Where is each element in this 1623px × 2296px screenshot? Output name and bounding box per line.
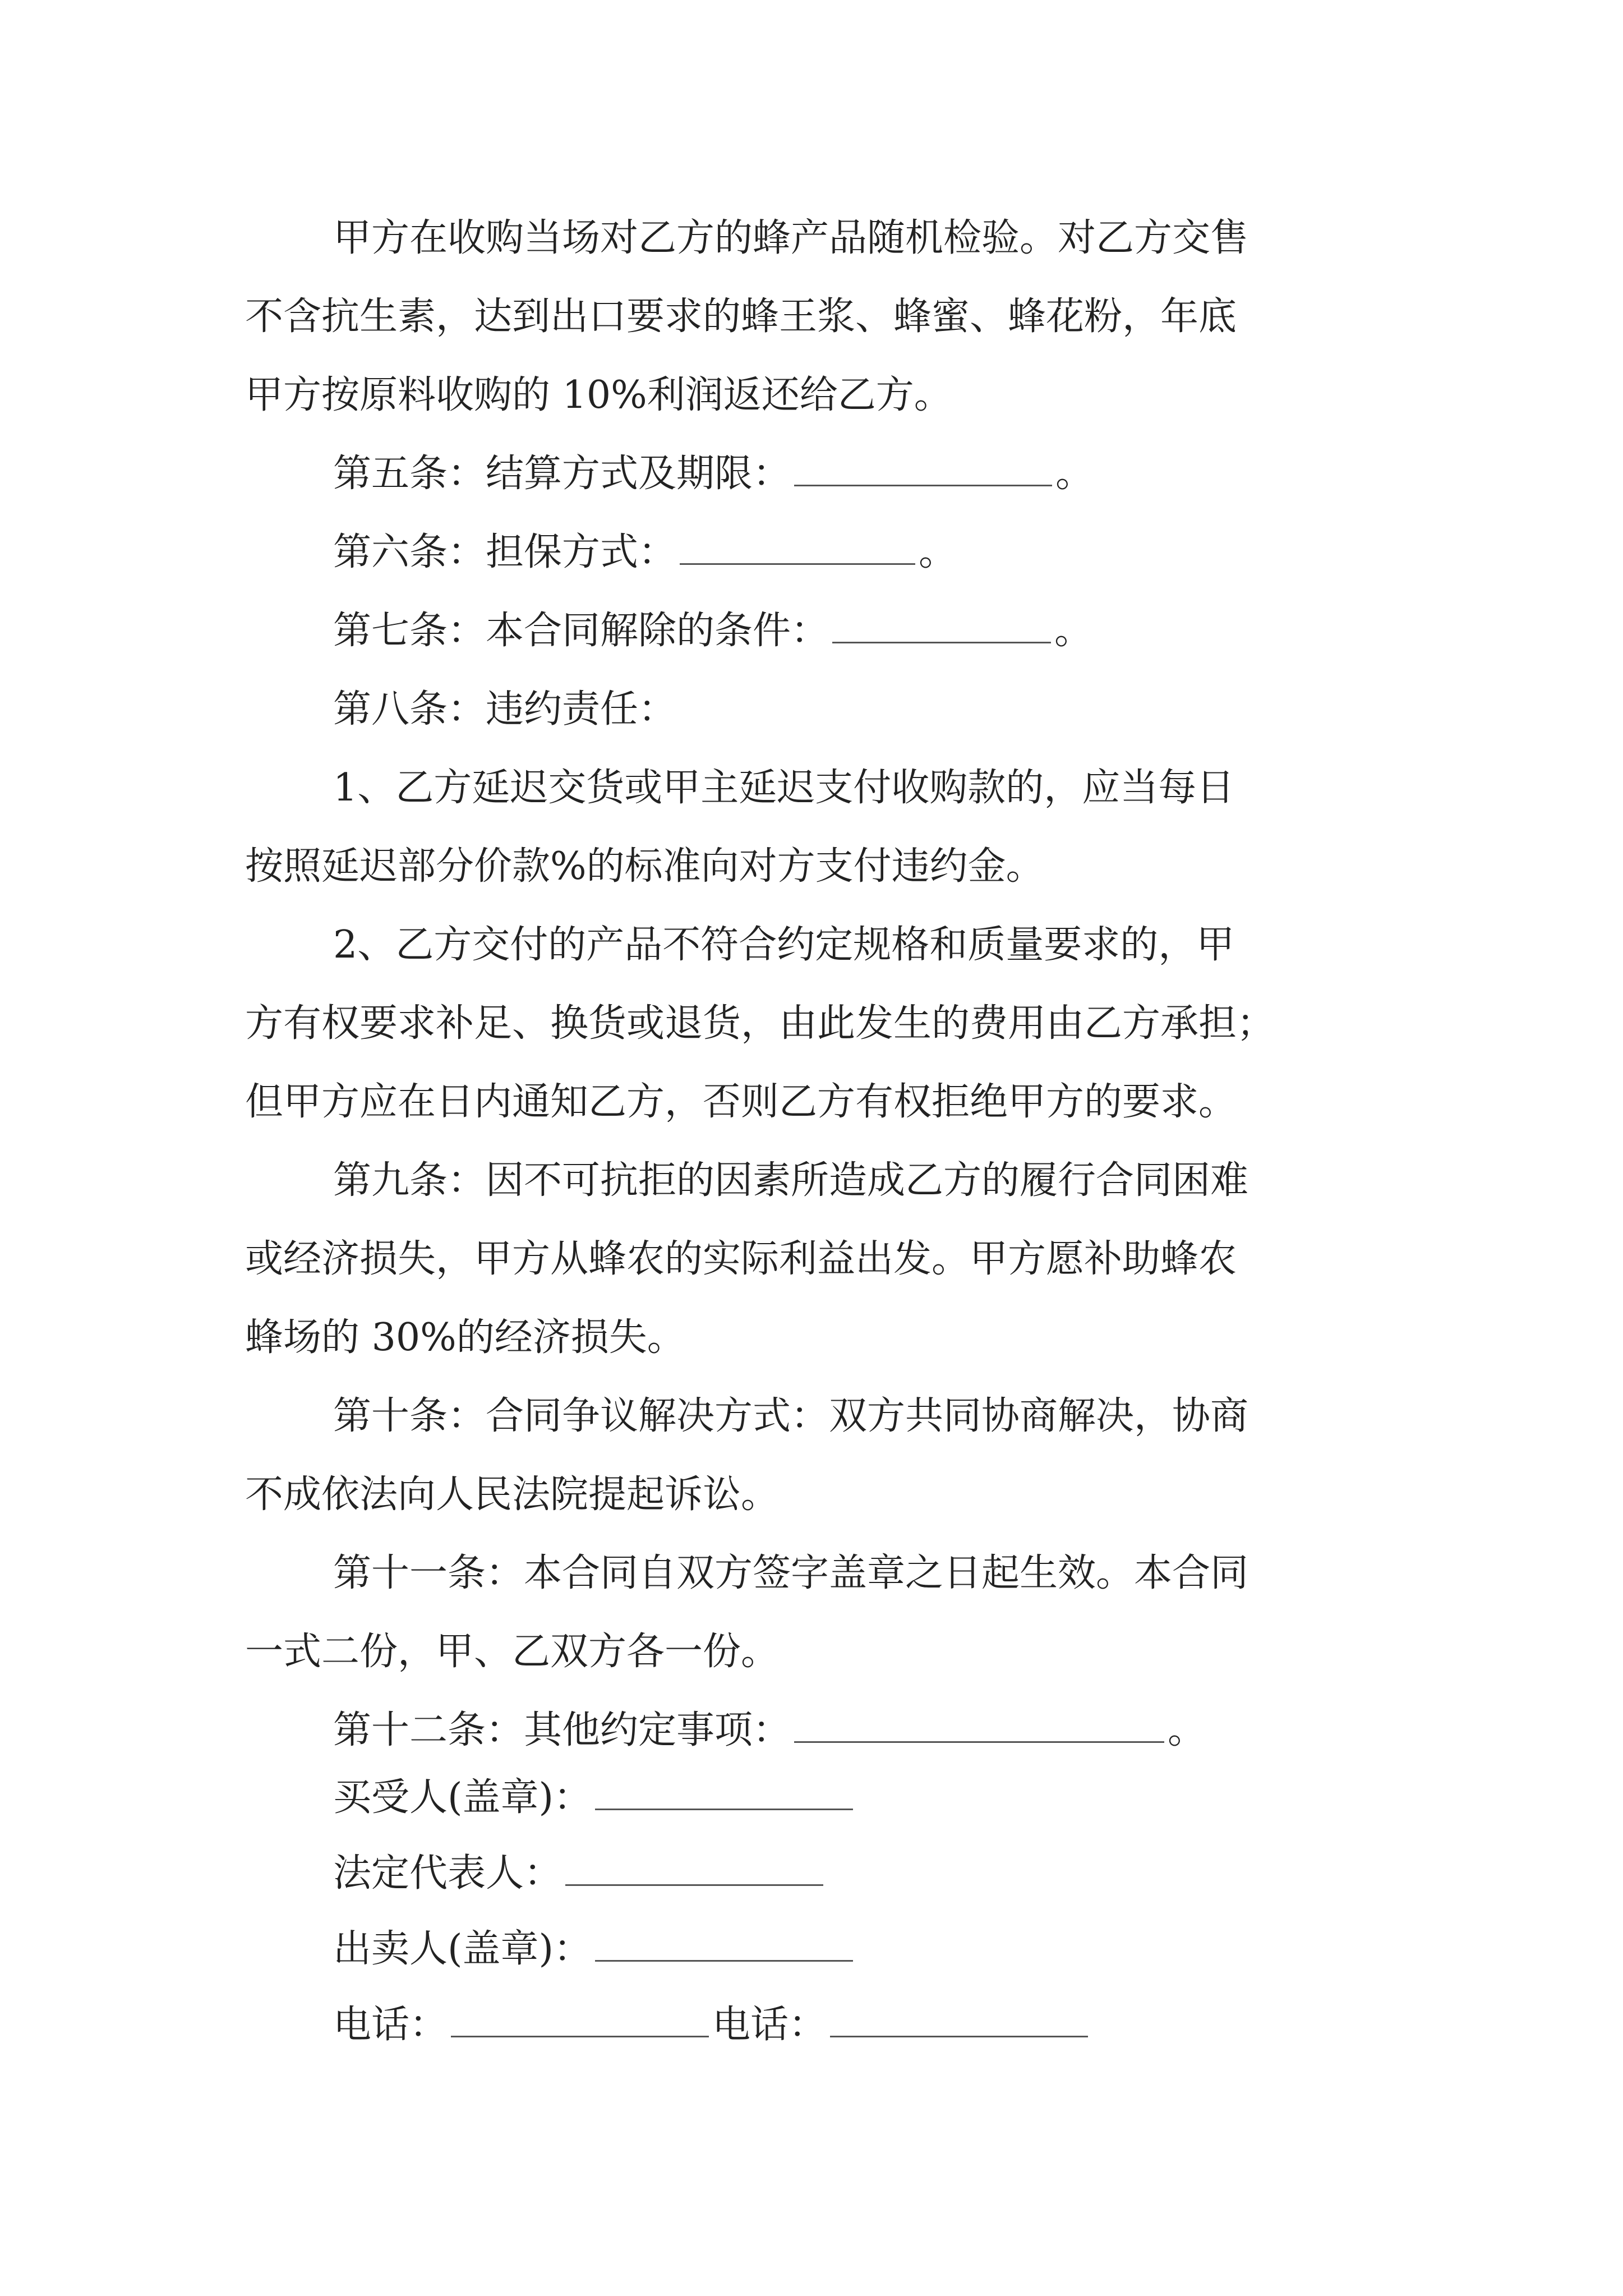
clause-5-settlement [333, 446, 1094, 502]
legal-rep-blank [565, 1848, 823, 1886]
paragraph-line: 第十一条：本合同自双方签字盖章之日起生效。本合同 [333, 1551, 1249, 1595]
buyer-label: 买受人(盖章)： [333, 1775, 592, 1820]
clause-label: 第七条：本合同解除的条件： [333, 609, 829, 653]
phone-blank-2 [830, 2000, 1088, 2037]
paragraph-line: 不成依法向人民法院提起诉讼。 [245, 1473, 780, 1517]
phone-line [333, 1997, 1091, 2053]
clause-7-termination [333, 603, 1092, 659]
paragraph-line: 按照延迟部分价款%的标准向对方支付违约金。 [245, 844, 1044, 889]
paragraph-line: 第九条：因不可抗拒的因素所造成乙方的履行合同困难 [333, 1158, 1249, 1203]
clause-end: 。 [1168, 1708, 1206, 1752]
seller-signature-line [333, 1921, 856, 1977]
legal-rep-label: 法定代表人： [333, 1851, 562, 1895]
fill-in-blank [794, 449, 1052, 486]
paragraph-line: 甲方在收购当场对乙方的蜂产品随机检验。对乙方交售 [333, 216, 1249, 260]
clause-end: 。 [919, 530, 957, 574]
fill-in-blank [832, 606, 1051, 643]
paragraph-line: 2、乙方交付的产品不符合约定规格和质量要求的，甲 [333, 923, 1235, 967]
paragraph-line: 但甲方应在日内通知乙方，否则乙方有权拒绝甲方的要求。 [245, 1080, 1237, 1124]
seller-blank [595, 1924, 853, 1962]
buyer-blank [595, 1773, 853, 1810]
phone-label-1: 电话： [333, 2003, 448, 2047]
clause-label: 第五条：结算方式及期限： [333, 452, 791, 496]
clause-12-other [333, 1703, 1206, 1759]
legal-rep-line [333, 1846, 827, 1902]
clause-label: 第十二条：其他约定事项： [333, 1708, 791, 1752]
paragraph-line: 1、乙方延迟交货或甲主延迟支付收购款的，应当每日 [333, 766, 1235, 810]
paragraph-line: 甲方按原料收购的 10%利润返还给乙方。 [245, 373, 952, 417]
paragraph-line: 不含抗生素，达到出口要求的蜂王浆、蜂蜜、蜂花粉，年底 [245, 295, 1237, 339]
phone-label-2: 电话： [712, 2003, 827, 2047]
paragraph-line: 或经济损失，甲方从蜂农的实际利益出发。甲方愿补助蜂农 [245, 1237, 1237, 1281]
paragraph-line: 方有权要求补足、换货或退货，由此发生的费用由乙方承担； [245, 1001, 1275, 1046]
clause-end: 。 [1054, 609, 1093, 653]
clause-6-guarantee [333, 524, 957, 581]
paragraph-line: 第八条：违约责任： [333, 687, 677, 731]
paragraph-line: 第十条：合同争议解决方式：双方共同协商解决，协商 [333, 1394, 1249, 1438]
paragraph-line: 蜂场的 30%的经济损失。 [245, 1315, 685, 1360]
buyer-signature-line [333, 1770, 856, 1826]
clause-label: 第六条：担保方式： [333, 530, 677, 574]
paragraph-line: 一式二份，甲、乙双方各一份。 [245, 1630, 780, 1674]
fill-in-blank [680, 527, 915, 565]
fill-in-blank [794, 1705, 1164, 1743]
clause-end: 。 [1055, 452, 1094, 496]
seller-label: 出卖人(盖章)： [333, 1927, 592, 1971]
phone-blank-1 [451, 2000, 709, 2037]
